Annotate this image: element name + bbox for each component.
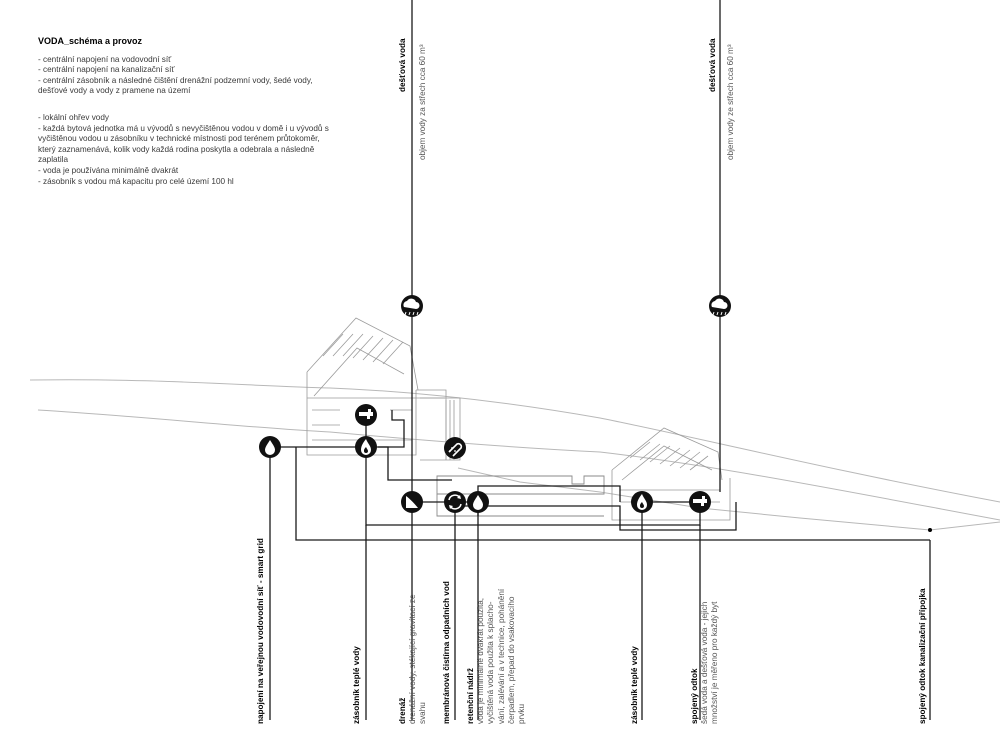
drainage-icon: [401, 491, 423, 513]
bottom-label-combined-outflow: [690, 602, 721, 724]
bottom-label-hot-water-tank-2: [630, 646, 640, 724]
recycle-icon: [444, 491, 466, 513]
shower-icon: [444, 437, 466, 459]
bottom-label-sewer-connection: [918, 588, 928, 724]
diagram-title: VODA_schéma a provoz: [38, 36, 143, 46]
house1-internal: [378, 410, 404, 447]
intro-line: - voda je používána minimálně dvakrát: [38, 165, 179, 175]
bottom-label-desc-line: vyčištěná voda použita k splacho-: [486, 601, 496, 724]
top-label-rainwater-1: [398, 38, 408, 92]
bottom-label-desc-line: prvku: [517, 703, 527, 724]
bottom-label-drainage: [398, 594, 429, 724]
water-drop-icon: [259, 436, 281, 458]
intro-line: - zásobník s vodou má kapacitu pro celé území 100 hl: [38, 176, 234, 186]
rain-cloud-icon: [401, 295, 423, 317]
pipe-network: [270, 0, 930, 720]
bottom-label-heading: retenční nádrž: [466, 668, 475, 724]
house-1: [307, 318, 460, 460]
bottom-label-heading: zásobník teplé vody: [630, 646, 639, 724]
bottom-label-public-water: [256, 538, 266, 724]
top-label-heading: dešťová voda: [398, 38, 407, 92]
intro-line: - centrální napojení na kanalizační síť: [38, 65, 175, 75]
top-label-description: objem vody ze střech cca 60 m³: [726, 44, 735, 160]
bottom-label-heading: spojený odtok: [690, 668, 699, 724]
intro-line: - každá bytová jednotka má u vývodů s nevyčištěnou vodou v domě i u vývodů s: [38, 123, 329, 133]
terrain-line-ground: [458, 468, 1000, 530]
bottom-label-desc-line: voda je minimálně dvakrát použita,: [476, 597, 486, 724]
top-label-description: objem vody za střech cca 60 m³: [418, 44, 427, 160]
bottom-label-hot-water-tank-1: [352, 646, 362, 724]
terrain-line-upper: [30, 380, 1000, 502]
bottom-label-heading: napojení na veřejnou vodovodní síť - smart grid: [256, 538, 265, 724]
supply-loop: [296, 447, 930, 540]
top-label-desc-1: [418, 44, 428, 160]
flame-icon: [631, 491, 653, 513]
bottom-label-membrane-plant: [442, 581, 452, 724]
top-label-desc-2: [726, 44, 736, 160]
intro-line: který zaznamenává, kolik vody každá rodina poskytla a odebrala a následně: [38, 144, 315, 154]
intro-line: - centrální zásobník a následné čištění drenážní podzemní vody, šedé vody,: [38, 75, 313, 85]
bottom-label-desc-line: drenážní vody, stékající gravitací ze: [408, 594, 418, 724]
bottom-label-heading: spojený odtok kanalizační přípojka: [918, 588, 927, 724]
bottom-label-heading: drenáž: [398, 697, 407, 724]
sewer-connection-point: [928, 528, 932, 532]
bottom-label-desc-line: čerpadlem, přepad do vsakovacího: [506, 596, 516, 724]
intro-line: dešťové vody a vody z pramene na území: [38, 86, 191, 96]
intro-line: - centrální napojení na vodovodní síť: [38, 54, 172, 64]
intro-line: - lokální ohřev vody: [38, 112, 109, 122]
top-label-heading: dešťová voda: [708, 38, 717, 92]
faucet-icon: [689, 491, 711, 513]
top-label-rainwater-2: [708, 38, 718, 92]
flame-icon: [355, 436, 377, 458]
bottom-label-desc-line: svahu: [418, 702, 428, 724]
water-drop-icon: [467, 491, 489, 513]
rain-cloud-icon: [709, 295, 731, 317]
faucet-icon: [355, 404, 377, 426]
bottom-label-heading: zásobník teplé vody: [352, 646, 361, 724]
bottom-label-retention-tank: [466, 589, 527, 724]
icon-nodes: [259, 295, 731, 513]
bottom-label-heading: membránová čistírna odpadních vod: [442, 581, 451, 724]
terrain: [30, 380, 1000, 530]
intro-line: zaplatila: [38, 155, 69, 165]
bottom-label-desc-line: šedá voda a dešťová voda - jejich: [700, 601, 710, 724]
terrain-line-lower: [38, 410, 1000, 520]
intro-line: vyčištěnou vodou u zásobníku v technické místnosti pod terénem průtokoměr,: [38, 134, 320, 144]
bottom-label-desc-line: vání, zalévání a v technice, pohánění: [496, 588, 506, 724]
bottom-label-desc-line: množství je měřeno pro každý byt: [710, 601, 720, 724]
